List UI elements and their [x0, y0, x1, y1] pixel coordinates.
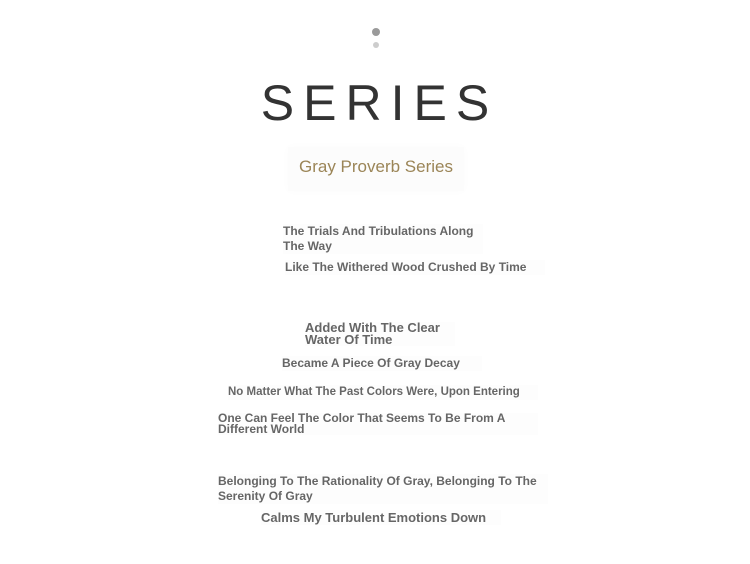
poem-line: Added With The Clear Water Of Time [305, 320, 440, 347]
dot-icon [373, 42, 379, 48]
series-subtitle-button[interactable]: Gray Proverb Series [288, 147, 464, 191]
dot-icon [372, 28, 380, 36]
scroll-indicator-icon [372, 28, 380, 50]
poem-line: No Matter What The Past Colors Were, Upon Entering [228, 386, 520, 398]
poem-line: The Trials And Tribulations Along The Way [283, 224, 474, 253]
poem-line: Calms My Turbulent Emotions Down [261, 510, 487, 525]
poem-line: Like The Withered Wood Crushed By Time [285, 260, 527, 274]
poem-line: Became A Piece Of Gray Decay [282, 356, 460, 370]
poem-line: One Can Feel The Color That Seems To Be From A Different World [218, 411, 506, 436]
poem-line: Belonging To The Rationality Of Gray, Belonging To The Serenity Of Gray [218, 474, 537, 503]
page-title: SERIES [260, 75, 499, 131]
